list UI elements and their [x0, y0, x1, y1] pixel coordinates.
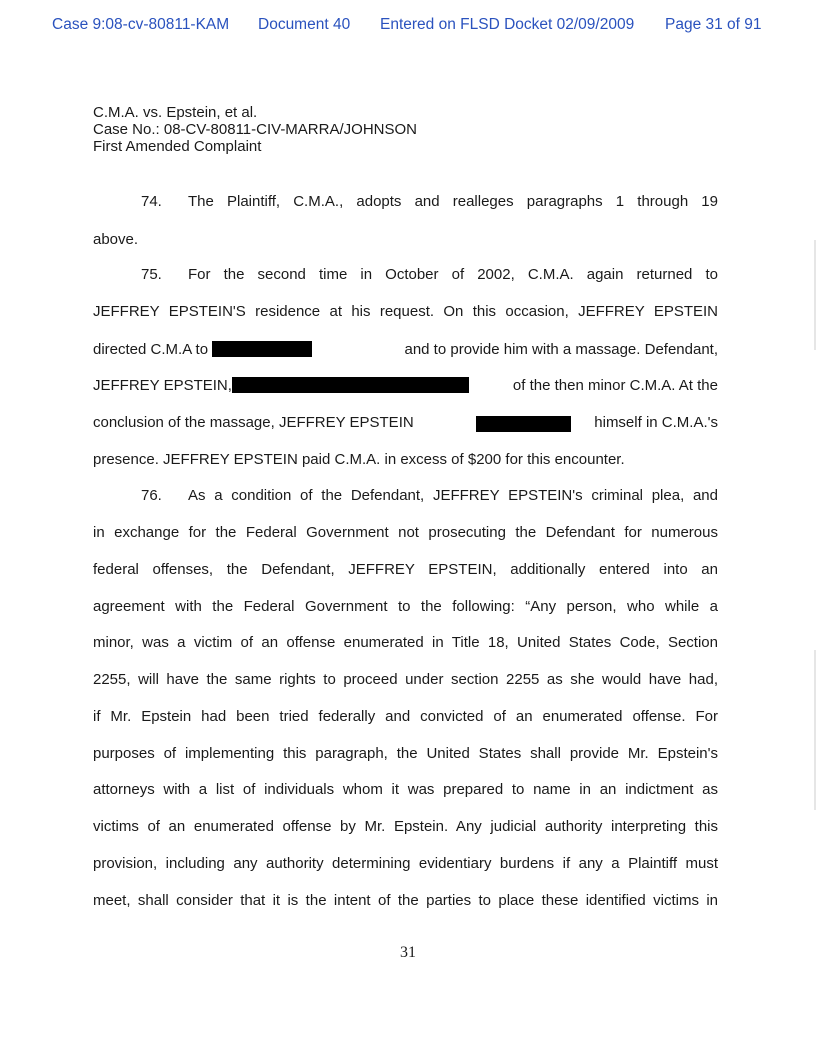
stamp-entered-date: Entered on FLSD Docket 02/09/2009	[380, 16, 635, 33]
paragraph-number: 76.	[141, 487, 162, 504]
caption-document-title: First Amended Complaint	[93, 138, 262, 155]
paragraph-76-line: attorneys with a list of individuals whom it was prepared to name in an indictment as	[93, 781, 718, 798]
redaction-bar	[476, 416, 571, 432]
redaction-bar	[232, 377, 469, 393]
stamp-document-number: Document 40	[258, 16, 351, 33]
paragraph-76-line: minor, was a victim of an offense enumerated in Title 18, United States Code, Section	[93, 634, 718, 651]
paragraph-76-line: 76. As a condition of the Defendant, JEFFREY EPSTEIN's criminal plea, and	[141, 487, 718, 504]
paragraph-76-line: agreement with the Federal Government to the following: “Any person, who while a	[93, 598, 718, 615]
paragraph-number: 75.	[141, 266, 162, 283]
paragraph-75-line: JEFFREY EPSTEIN'S residence at his request. On this occasion, JEFFREY EPSTEIN	[93, 303, 718, 320]
paragraph-75-line: JEFFREY EPSTEIN, of the then minor C.M.A. At the	[93, 377, 718, 394]
stamp-page-count: Page 31 of 91	[665, 16, 762, 33]
paragraph-76-line: federal offenses, the Defendant, JEFFREY EPSTEIN, additionally entered into an	[93, 561, 718, 578]
redaction-bar	[212, 341, 312, 357]
paragraph-76-line: 2255, will have the same rights to proceed under section 2255 as she would have had,	[93, 671, 718, 688]
paragraph-76-line: victims of an enumerated offense by Mr. Epstein. Any judicial authority interpreting this	[93, 818, 718, 835]
paragraph-75-line: conclusion of the massage, JEFFREY EPSTEIN himself in C.M.A.'s	[93, 414, 718, 431]
case-caption	[93, 104, 417, 155]
paragraph-75-line: 75. For the second time in October of 2002, C.M.A. again returned to	[141, 266, 718, 283]
caption-parties: C.M.A. vs. Epstein, et al.	[93, 104, 258, 121]
page-number: 31	[400, 944, 416, 961]
paragraph-74-line: 74. The Plaintiff, C.M.A., adopts and realleges paragraphs 1 through 19	[141, 193, 718, 210]
paragraph-76-line: in exchange for the Federal Government not prosecuting the Defendant for numerous	[93, 524, 718, 541]
paragraph-75-line: directed C.M.A to and to provide him with a massage. Defendant,	[93, 341, 718, 358]
paragraph-76-line: if Mr. Epstein had been tried federally and convicted of an enumerated offense. For	[93, 708, 718, 725]
paragraph-74-line: above.	[93, 231, 139, 248]
paragraph-76-line: purposes of implementing this paragraph, the United States shall provide Mr. Epstein's	[93, 745, 718, 762]
paragraph-76-line: meet, shall consider that it is the intent of the parties to place these identified victims in	[93, 892, 718, 909]
paragraph-number: 74.	[141, 193, 162, 210]
caption-case-number: Case No.: 08-CV-80811-CIV-MARRA/JOHNSON	[93, 121, 417, 138]
paragraph-75-line: presence. JEFFREY EPSTEIN paid C.M.A. in excess of $200 for this encounter.	[93, 451, 625, 468]
stamp-case-number: Case 9:08-cv-80811-KAM	[52, 16, 230, 33]
paragraph-76-line: provision, including any authority determining evidentiary burdens if any a Plaintiff must	[93, 855, 718, 872]
